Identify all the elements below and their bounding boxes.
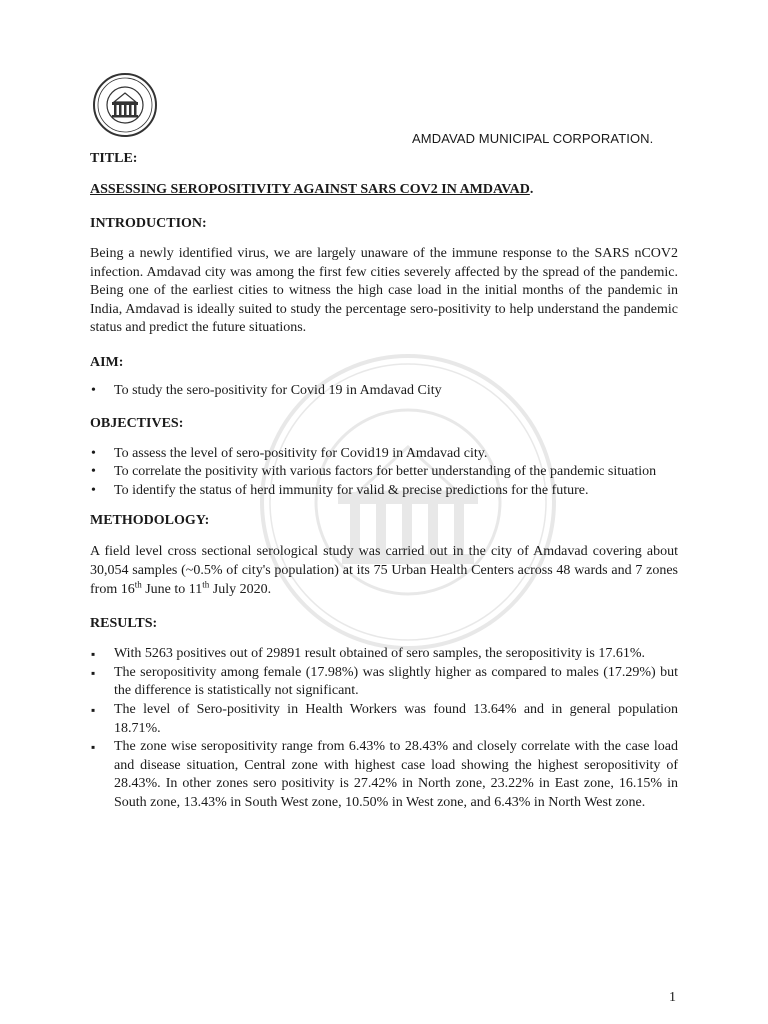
aim-heading: AIM: [90,354,124,370]
methodology-heading: METHODOLOGY: [90,513,210,529]
objective-item: • To correlate the positivity with various factors for better understanding of the pandemic situation [90,463,678,482]
methodology-sup-2: th [202,578,210,589]
amc-logo-icon [92,72,158,138]
results-heading: RESULTS: [90,616,158,632]
aim-item: • To study the sero-positivity for Covid 19 in Amdavad City [90,382,678,401]
objectives-heading: OBJECTIVES: [90,415,184,431]
result-item: ▪ With 5263 positives out of 29891 result obtained of sero samples, the seropositivity is 17.61%. [90,645,678,664]
document-title [90,181,678,199]
document-body [90,150,678,812]
document-title-text: ASSESSING SEROPOSITIVITY AGAINST SARS COV2 IN AMDAVAD [90,182,530,197]
objective-item: • To assess the level of sero-positivity for Covid19 in Amdavad city. [90,445,678,464]
introduction-paragraph: Being a newly identified virus, we are largely unaware of the immune response to the SARS nCOV2 infection. Amdavad city was among the first few cities severely affected by the spread of the pandemic. Being one of the earliest cities to witness the high case load in the initial months of the pandemic in India, Amdavad is ideally suited to study the percentage sero-positivity to help understand the pandemic status and predict the future situations. [90,246,678,336]
document-title-period: . [529,182,534,197]
methodology-text-1: A field level cross sectional serological study was carried out in the city of Amdavad covering about 30,054 samples (~0.5% of city's population) at its 75 Urban Health Centers across 48 wards and 7 zones from 16 [90,544,678,597]
methodology-paragraph [90,543,678,599]
aim-list [90,382,678,401]
results-list [90,645,678,812]
result-item: ▪ The seropositivity among female (17.98%) was slightly higher as compared to males (17.29%) but the difference is statistically not significant. [90,664,678,701]
title-label: TITLE: [90,151,138,166]
organization-name: AMDAVAD MUNICIPAL CORPORATION. [412,131,654,146]
methodology-sup-1: th [134,578,142,589]
page-number: 1 [669,990,676,1005]
methodology-text-3: July 2020. [209,581,272,597]
result-item: ▪ The level of Sero-positivity in Health Workers was found 13.64% and in general population 18.71%. [90,701,678,738]
introduction-heading: INTRODUCTION: [90,216,207,231]
objectives-list [90,445,678,501]
result-item: ▪ The zone wise seropositivity range from 6.43% to 28.43% and closely correlate with the case load and disease situation, Central zone with highest case load showing the highest seropositivity of 28.43%. In other zones sero positivity is 27.42% in North zone, 23.22% in East zone, 16.15% in South zone, 13.43% in South West zone, 10.50% in West zone, and 6.43% in North West zone. [90,738,678,812]
methodology-text-2: June to 11 [141,581,203,597]
objective-item: • To identify the status of herd immunity for valid & precise predictions for the future. [90,482,678,501]
